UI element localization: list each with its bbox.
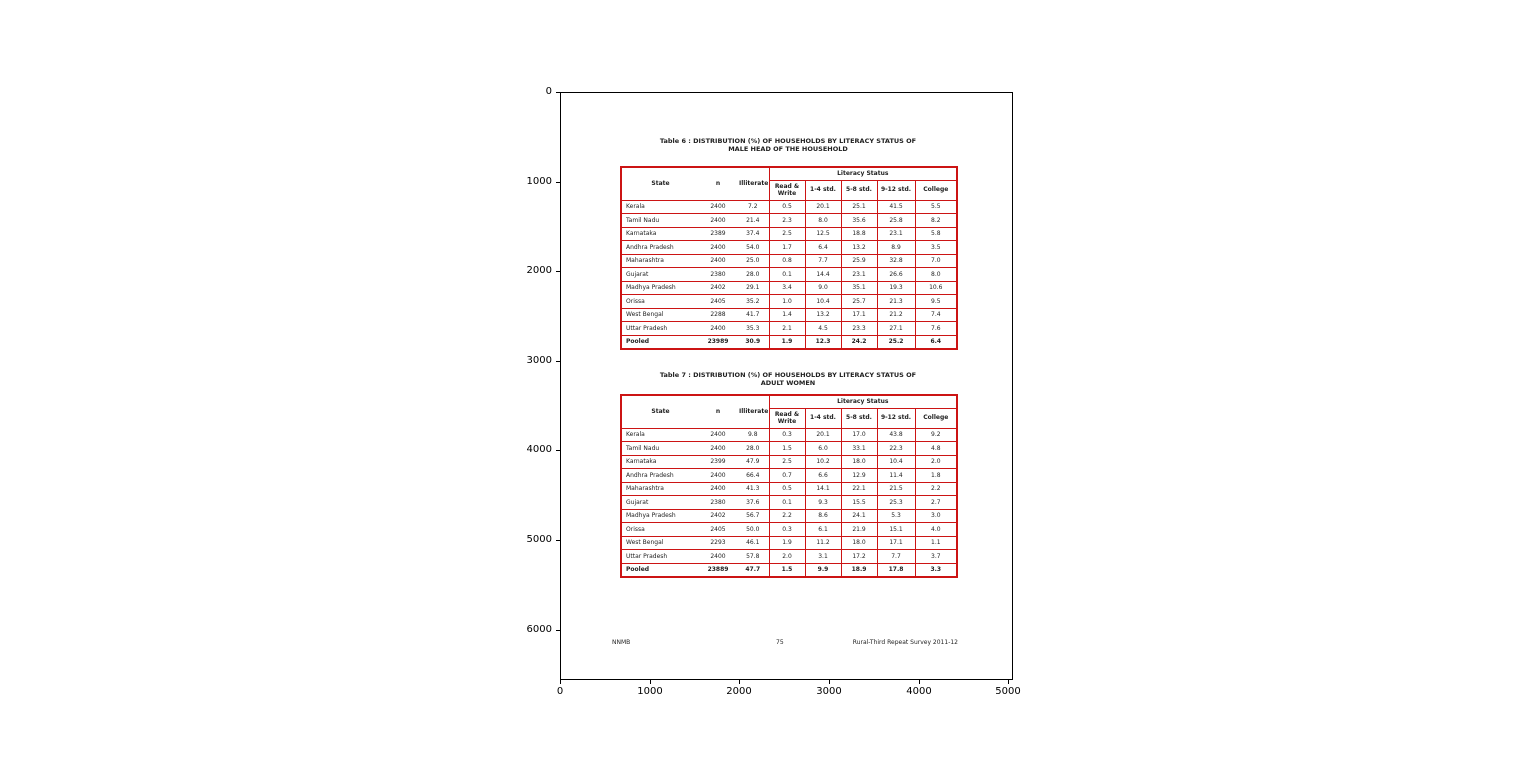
- value-cell: 18.9: [841, 563, 877, 577]
- value-cell: 66.4: [737, 469, 769, 483]
- value-cell: 6.4: [915, 335, 957, 349]
- value-cell: 7.7: [877, 550, 915, 564]
- value-cell: 12.3: [805, 335, 841, 349]
- value-cell: 22.3: [877, 442, 915, 456]
- value-cell: 21.2: [877, 308, 915, 322]
- value-cell: 21.3: [877, 295, 915, 309]
- value-cell: 2.7: [915, 496, 957, 510]
- value-cell: 2400: [699, 469, 737, 483]
- state-cell: Karnataka: [621, 455, 699, 469]
- value-cell: 26.6: [877, 268, 915, 282]
- state-cell: Uttar Pradesh: [621, 550, 699, 564]
- table-row: [621, 295, 957, 309]
- value-cell: 8.6: [805, 509, 841, 523]
- table7-title-line1: Table 7 : DISTRIBUTION (%) OF HOUSEHOLDS BY LITERACY STATUS OF: [659, 371, 917, 379]
- table-header-row: [621, 167, 957, 180]
- value-cell: 25.8: [877, 214, 915, 228]
- value-cell: 25.7: [841, 295, 877, 309]
- value-cell: 0.3: [769, 428, 805, 442]
- table-row: [621, 563, 957, 577]
- value-cell: 21.4: [737, 214, 769, 228]
- footer-page-number: 75: [776, 639, 784, 646]
- table-row: [621, 496, 957, 510]
- value-cell: 14.4: [805, 268, 841, 282]
- value-cell: 19.3: [877, 281, 915, 295]
- value-cell: 0.5: [769, 482, 805, 496]
- value-cell: 6.4: [805, 241, 841, 255]
- value-cell: 2380: [699, 268, 737, 282]
- value-cell: 25.3: [877, 496, 915, 510]
- value-cell: 0.8: [769, 254, 805, 268]
- value-cell: 13.2: [805, 308, 841, 322]
- value-cell: 12.9: [841, 469, 877, 483]
- value-cell: 21.9: [841, 523, 877, 537]
- col-header-state: State: [621, 167, 699, 200]
- col-header-n: n: [699, 395, 737, 428]
- value-cell: 1.5: [769, 563, 805, 577]
- value-cell: 33.1: [841, 442, 877, 456]
- value-cell: 3.5: [915, 241, 957, 255]
- value-cell: 3.7: [915, 550, 957, 564]
- y-tick-label: 3000: [526, 355, 552, 366]
- table6-title: [620, 137, 956, 154]
- table-row: [621, 482, 957, 496]
- value-cell: 7.0: [915, 254, 957, 268]
- value-cell: 21.5: [877, 482, 915, 496]
- table-row: [621, 550, 957, 564]
- table-row: [621, 509, 957, 523]
- col-header: 5-8 std.: [841, 408, 877, 428]
- value-cell: 15.1: [877, 523, 915, 537]
- value-cell: 11.2: [805, 536, 841, 550]
- value-cell: 2400: [699, 214, 737, 228]
- table-row: [621, 214, 957, 228]
- value-cell: 6.1: [805, 523, 841, 537]
- table-row: [621, 335, 957, 349]
- value-cell: 2.2: [769, 509, 805, 523]
- value-cell: 2400: [699, 200, 737, 214]
- value-cell: 30.9: [737, 335, 769, 349]
- value-cell: 2389: [699, 227, 737, 241]
- value-cell: 8.9: [877, 241, 915, 255]
- state-cell: Tamil Nadu: [621, 214, 699, 228]
- col-header: College: [915, 408, 957, 428]
- y-tick-label: 2000: [526, 265, 552, 276]
- value-cell: 18.0: [841, 536, 877, 550]
- value-cell: 28.0: [737, 442, 769, 456]
- value-cell: 41.3: [737, 482, 769, 496]
- value-cell: 2400: [699, 254, 737, 268]
- value-cell: 2.0: [915, 455, 957, 469]
- tick-mark: [1008, 680, 1009, 684]
- table-row: [621, 200, 957, 214]
- tick-mark: [829, 680, 830, 684]
- state-cell: Pooled: [621, 335, 699, 349]
- value-cell: 10.4: [805, 295, 841, 309]
- col-header-state: State: [621, 395, 699, 428]
- value-cell: 0.1: [769, 268, 805, 282]
- value-cell: 3.1: [805, 550, 841, 564]
- value-cell: 23.3: [841, 322, 877, 336]
- value-cell: 17.1: [841, 308, 877, 322]
- col-header-n: n: [699, 167, 737, 200]
- value-cell: 10.4: [877, 455, 915, 469]
- value-cell: 27.1: [877, 322, 915, 336]
- state-cell: Gujarat: [621, 268, 699, 282]
- col-header: Read & Write: [769, 180, 805, 200]
- value-cell: 25.1: [841, 200, 877, 214]
- value-cell: 25.0: [737, 254, 769, 268]
- value-cell: 3.3: [915, 563, 957, 577]
- state-cell: Maharashtra: [621, 482, 699, 496]
- state-cell: Tamil Nadu: [621, 442, 699, 456]
- table-row: [621, 322, 957, 336]
- table-row: [621, 469, 957, 483]
- state-cell: Madhya Pradesh: [621, 281, 699, 295]
- value-cell: 2400: [699, 322, 737, 336]
- value-cell: 18.0: [841, 455, 877, 469]
- state-cell: Orissa: [621, 523, 699, 537]
- value-cell: 0.7: [769, 469, 805, 483]
- table-row: [621, 241, 957, 255]
- x-tick-label: 4000: [906, 686, 932, 697]
- state-cell: Uttar Pradesh: [621, 322, 699, 336]
- value-cell: 1.9: [769, 536, 805, 550]
- group-header-literacy-status: Literacy Status: [769, 395, 957, 408]
- value-cell: 9.5: [915, 295, 957, 309]
- x-tick-label: 3000: [816, 686, 842, 697]
- value-cell: 9.8: [737, 428, 769, 442]
- value-cell: 8.2: [915, 214, 957, 228]
- y-tick-label: 6000: [526, 624, 552, 635]
- value-cell: 2400: [699, 482, 737, 496]
- state-cell: Karnataka: [621, 227, 699, 241]
- x-tick-label: 2000: [726, 686, 752, 697]
- tick-mark: [650, 680, 651, 684]
- table6-title-line2: MALE HEAD OF THE HOUSEHOLD: [728, 145, 848, 154]
- value-cell: 2400: [699, 428, 737, 442]
- value-cell: 2399: [699, 455, 737, 469]
- state-cell: Gujarat: [621, 496, 699, 510]
- value-cell: 7.2: [737, 200, 769, 214]
- value-cell: 2293: [699, 536, 737, 550]
- value-cell: 5.3: [877, 509, 915, 523]
- table-row: [621, 281, 957, 295]
- value-cell: 1.1: [915, 536, 957, 550]
- value-cell: 2400: [699, 550, 737, 564]
- value-cell: 1.8: [915, 469, 957, 483]
- value-cell: 7.6: [915, 322, 957, 336]
- value-cell: 0.5: [769, 200, 805, 214]
- value-cell: 9.3: [805, 496, 841, 510]
- value-cell: 6.0: [805, 442, 841, 456]
- y-tick-label: 4000: [526, 444, 552, 455]
- state-cell: Madhya Pradesh: [621, 509, 699, 523]
- value-cell: 1.9: [769, 335, 805, 349]
- value-cell: 18.8: [841, 227, 877, 241]
- literacy-table-male-head: [620, 166, 958, 350]
- value-cell: 2.1: [769, 322, 805, 336]
- value-cell: 5.8: [915, 227, 957, 241]
- table7-title: [620, 371, 956, 388]
- value-cell: 46.1: [737, 536, 769, 550]
- state-cell: Andhra Pradesh: [621, 469, 699, 483]
- value-cell: 28.0: [737, 268, 769, 282]
- col-header: Read & Write: [769, 408, 805, 428]
- value-cell: 2400: [699, 241, 737, 255]
- state-cell: West Bengal: [621, 536, 699, 550]
- value-cell: 1.7: [769, 241, 805, 255]
- value-cell: 37.6: [737, 496, 769, 510]
- value-cell: 47.9: [737, 455, 769, 469]
- value-cell: 7.7: [805, 254, 841, 268]
- value-cell: 9.0: [805, 281, 841, 295]
- value-cell: 54.0: [737, 241, 769, 255]
- y-tick-label: 1000: [526, 176, 552, 187]
- value-cell: 2.0: [769, 550, 805, 564]
- table-row: [621, 227, 957, 241]
- group-header-literacy-status: Literacy Status: [769, 167, 957, 180]
- state-cell: Kerala: [621, 200, 699, 214]
- literacy-table-adult-women: [620, 394, 958, 578]
- value-cell: 6.6: [805, 469, 841, 483]
- value-cell: 15.5: [841, 496, 877, 510]
- value-cell: 1.0: [769, 295, 805, 309]
- value-cell: 11.4: [877, 469, 915, 483]
- value-cell: 29.1: [737, 281, 769, 295]
- value-cell: 0.1: [769, 496, 805, 510]
- value-cell: 2.5: [769, 227, 805, 241]
- col-header: 9-12 std.: [877, 180, 915, 200]
- table-row: [621, 536, 957, 550]
- footer-org: NNMB: [612, 639, 631, 646]
- value-cell: 2.5: [769, 455, 805, 469]
- table-row: [621, 455, 957, 469]
- value-cell: 10.2: [805, 455, 841, 469]
- table6-title-line1: Table 6 : DISTRIBUTION (%) OF HOUSEHOLDS BY LITERACY STATUS OF: [659, 137, 917, 145]
- table7-title-line2: ADULT WOMEN: [760, 379, 816, 388]
- table-row: [621, 428, 957, 442]
- value-cell: 17.1: [877, 536, 915, 550]
- value-cell: 23.1: [841, 268, 877, 282]
- value-cell: 23989: [699, 335, 737, 349]
- value-cell: 47.7: [737, 563, 769, 577]
- x-tick-label: 0: [556, 686, 564, 697]
- col-header: College: [915, 180, 957, 200]
- tick-mark: [919, 680, 920, 684]
- value-cell: 5.5: [915, 200, 957, 214]
- footer-survey: Rural-Third Repeat Survey 2011-12: [852, 639, 958, 646]
- state-cell: Orissa: [621, 295, 699, 309]
- value-cell: 2402: [699, 281, 737, 295]
- value-cell: 43.8: [877, 428, 915, 442]
- col-header-illiterate: Illiterate: [737, 395, 769, 428]
- value-cell: 10.6: [915, 281, 957, 295]
- value-cell: 4.5: [805, 322, 841, 336]
- table-row: [621, 308, 957, 322]
- value-cell: 35.1: [841, 281, 877, 295]
- value-cell: 12.5: [805, 227, 841, 241]
- table-header-row: [621, 395, 957, 408]
- value-cell: 2405: [699, 295, 737, 309]
- value-cell: 2380: [699, 496, 737, 510]
- value-cell: 14.1: [805, 482, 841, 496]
- value-cell: 7.4: [915, 308, 957, 322]
- x-tick-label: 1000: [637, 686, 663, 697]
- value-cell: 24.1: [841, 509, 877, 523]
- col-header-illiterate: Illiterate: [737, 167, 769, 200]
- value-cell: 3.4: [769, 281, 805, 295]
- value-cell: 2405: [699, 523, 737, 537]
- value-cell: 4.8: [915, 442, 957, 456]
- value-cell: 22.1: [841, 482, 877, 496]
- value-cell: 17.2: [841, 550, 877, 564]
- value-cell: 24.2: [841, 335, 877, 349]
- value-cell: 2400: [699, 442, 737, 456]
- table-row: [621, 442, 957, 456]
- table7-wrap: [620, 394, 956, 578]
- value-cell: 23889: [699, 563, 737, 577]
- value-cell: 8.0: [915, 268, 957, 282]
- value-cell: 13.2: [841, 241, 877, 255]
- state-cell: Andhra Pradesh: [621, 241, 699, 255]
- value-cell: 2.3: [769, 214, 805, 228]
- value-cell: 8.0: [805, 214, 841, 228]
- value-cell: 56.7: [737, 509, 769, 523]
- tick-mark: [739, 680, 740, 684]
- value-cell: 17.0: [841, 428, 877, 442]
- table-row: [621, 268, 957, 282]
- table-row: [621, 523, 957, 537]
- value-cell: 35.6: [841, 214, 877, 228]
- value-cell: 2288: [699, 308, 737, 322]
- table-row: [621, 254, 957, 268]
- y-tick-label: 0: [545, 86, 552, 97]
- col-header: 1-4 std.: [805, 408, 841, 428]
- y-tick-label: 5000: [526, 534, 552, 545]
- table6-wrap: [620, 166, 956, 350]
- value-cell: 23.1: [877, 227, 915, 241]
- state-cell: Kerala: [621, 428, 699, 442]
- value-cell: 57.8: [737, 550, 769, 564]
- state-cell: Maharashtra: [621, 254, 699, 268]
- value-cell: 9.9: [805, 563, 841, 577]
- value-cell: 41.5: [877, 200, 915, 214]
- col-header: 9-12 std.: [877, 408, 915, 428]
- x-tick-label: 5000: [995, 686, 1021, 697]
- value-cell: 1.5: [769, 442, 805, 456]
- value-cell: 25.9: [841, 254, 877, 268]
- state-cell: West Bengal: [621, 308, 699, 322]
- value-cell: 1.4: [769, 308, 805, 322]
- value-cell: 4.0: [915, 523, 957, 537]
- value-cell: 25.2: [877, 335, 915, 349]
- col-header: 5-8 std.: [841, 180, 877, 200]
- value-cell: 3.0: [915, 509, 957, 523]
- value-cell: 20.1: [805, 428, 841, 442]
- col-header: 1-4 std.: [805, 180, 841, 200]
- state-cell: Pooled: [621, 563, 699, 577]
- value-cell: 32.8: [877, 254, 915, 268]
- value-cell: 17.8: [877, 563, 915, 577]
- value-cell: 2.2: [915, 482, 957, 496]
- value-cell: 41.7: [737, 308, 769, 322]
- value-cell: 2402: [699, 509, 737, 523]
- value-cell: 9.2: [915, 428, 957, 442]
- value-cell: 0.3: [769, 523, 805, 537]
- value-cell: 50.0: [737, 523, 769, 537]
- value-cell: 20.1: [805, 200, 841, 214]
- value-cell: 35.3: [737, 322, 769, 336]
- tick-mark: [560, 680, 561, 684]
- value-cell: 35.2: [737, 295, 769, 309]
- value-cell: 37.4: [737, 227, 769, 241]
